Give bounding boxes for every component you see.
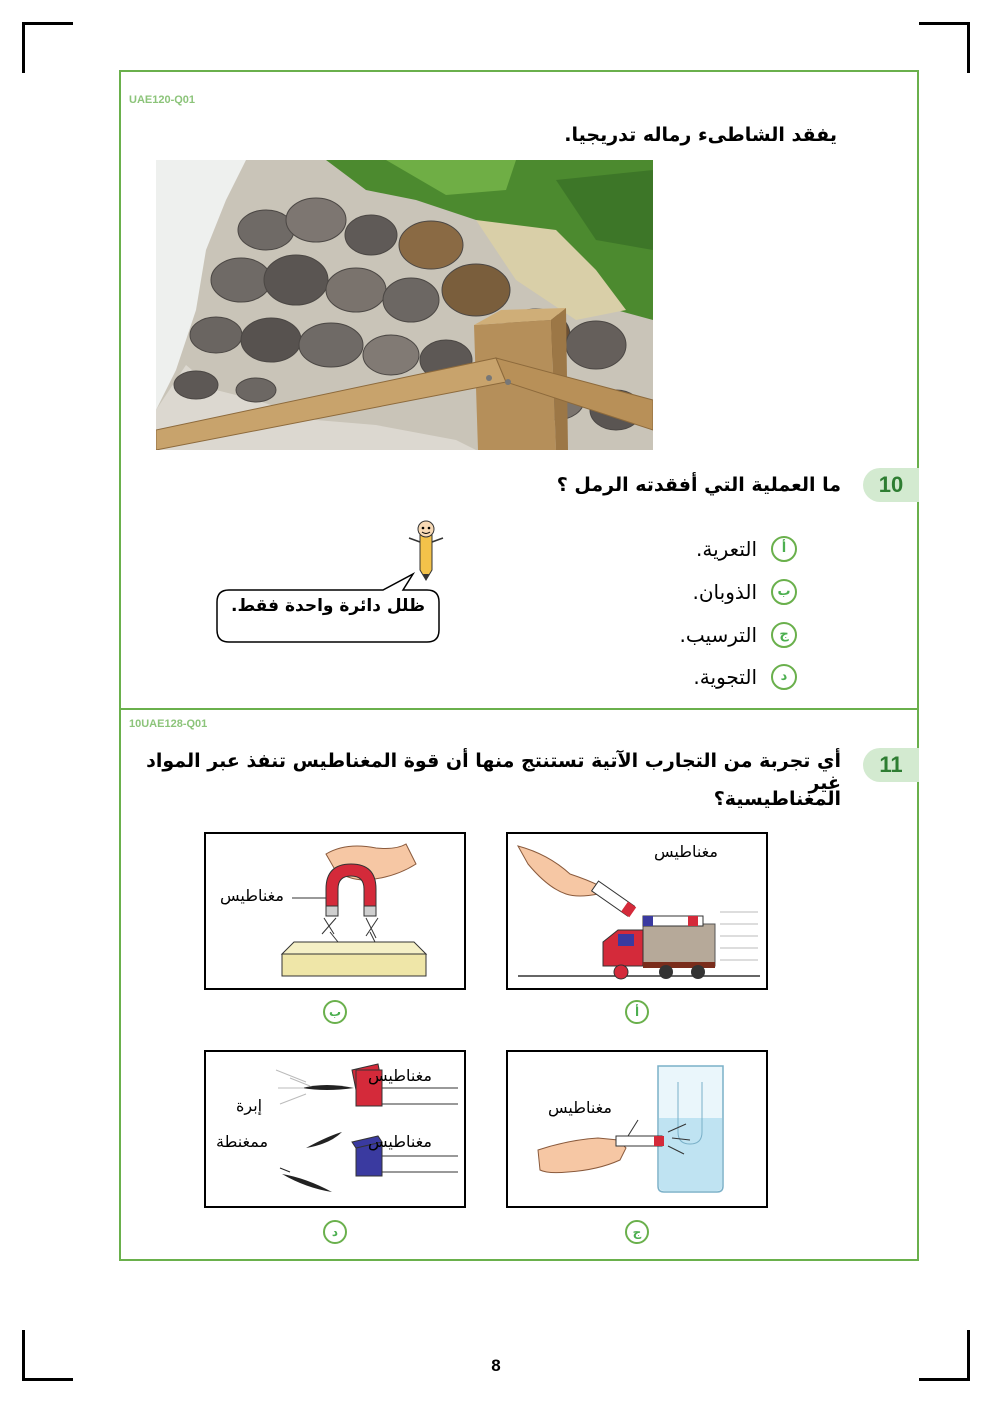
question-10-box [119,70,919,710]
question-text-line1: أي تجربة من التجارب الآتية تستنتج منها أن قوة المغناطيس تنفذ عبر المواد غير [146,750,841,794]
panel-c-water [506,1050,768,1208]
question-code: 10UAE128-Q01 [129,718,208,730]
magnet-label-top: مغناطيس [368,1066,432,1085]
question-intro: يفقد الشاطىء رماله تدريجيا. [564,124,837,146]
question-text-line2: المغناطيسية؟ [713,788,841,810]
panel-d-circle[interactable]: د [323,1220,347,1244]
panel-a-truck [506,832,768,990]
option-text: الترسيب. [679,623,757,647]
option-b[interactable] [692,577,797,607]
option-circle[interactable]: ب [771,579,797,605]
magnetized-label: ممغنطة [216,1132,269,1151]
hint-text: ظلل دائرة واحدة فقط. [231,596,425,616]
panel-a-circle[interactable]: أ [625,1000,649,1024]
crop-mark-top-left [22,22,73,73]
option-a[interactable] [696,534,797,564]
hint-speech-bubble [213,572,443,652]
page-number: 8 [491,1356,501,1375]
option-text: التجوية. [693,665,757,689]
option-circle[interactable]: أ [771,536,797,562]
panel-c-circle[interactable]: ج [625,1220,649,1244]
magnet-label: مغناطيس [220,886,284,905]
magnet-label: مغناطيس [548,1098,612,1117]
panel-b-horseshoe [204,832,466,990]
magnet-label-bottom: مغناطيس [368,1132,432,1151]
option-c[interactable] [679,620,797,650]
beach-photo [156,160,653,450]
magnet-label: مغناطيس [654,842,718,861]
question-code: UAE120-Q01 [129,94,196,106]
option-d[interactable] [693,662,797,692]
question-number-badge: 11 [863,748,919,782]
option-text: الذوبان. [692,580,757,604]
option-circle[interactable]: ج [771,622,797,648]
crop-mark-top-right [919,22,970,73]
question-11-box [119,708,919,1261]
option-circle[interactable]: د [771,664,797,690]
question-number-badge: 10 [863,468,919,502]
panel-d-needles [204,1050,466,1208]
question-text: ما العملية التي أفقدته الرمل ؟ [556,474,841,496]
panel-b-circle[interactable]: ب [323,1000,347,1024]
needle-label: إبرة [236,1096,263,1115]
option-text: التعرية. [695,537,757,561]
